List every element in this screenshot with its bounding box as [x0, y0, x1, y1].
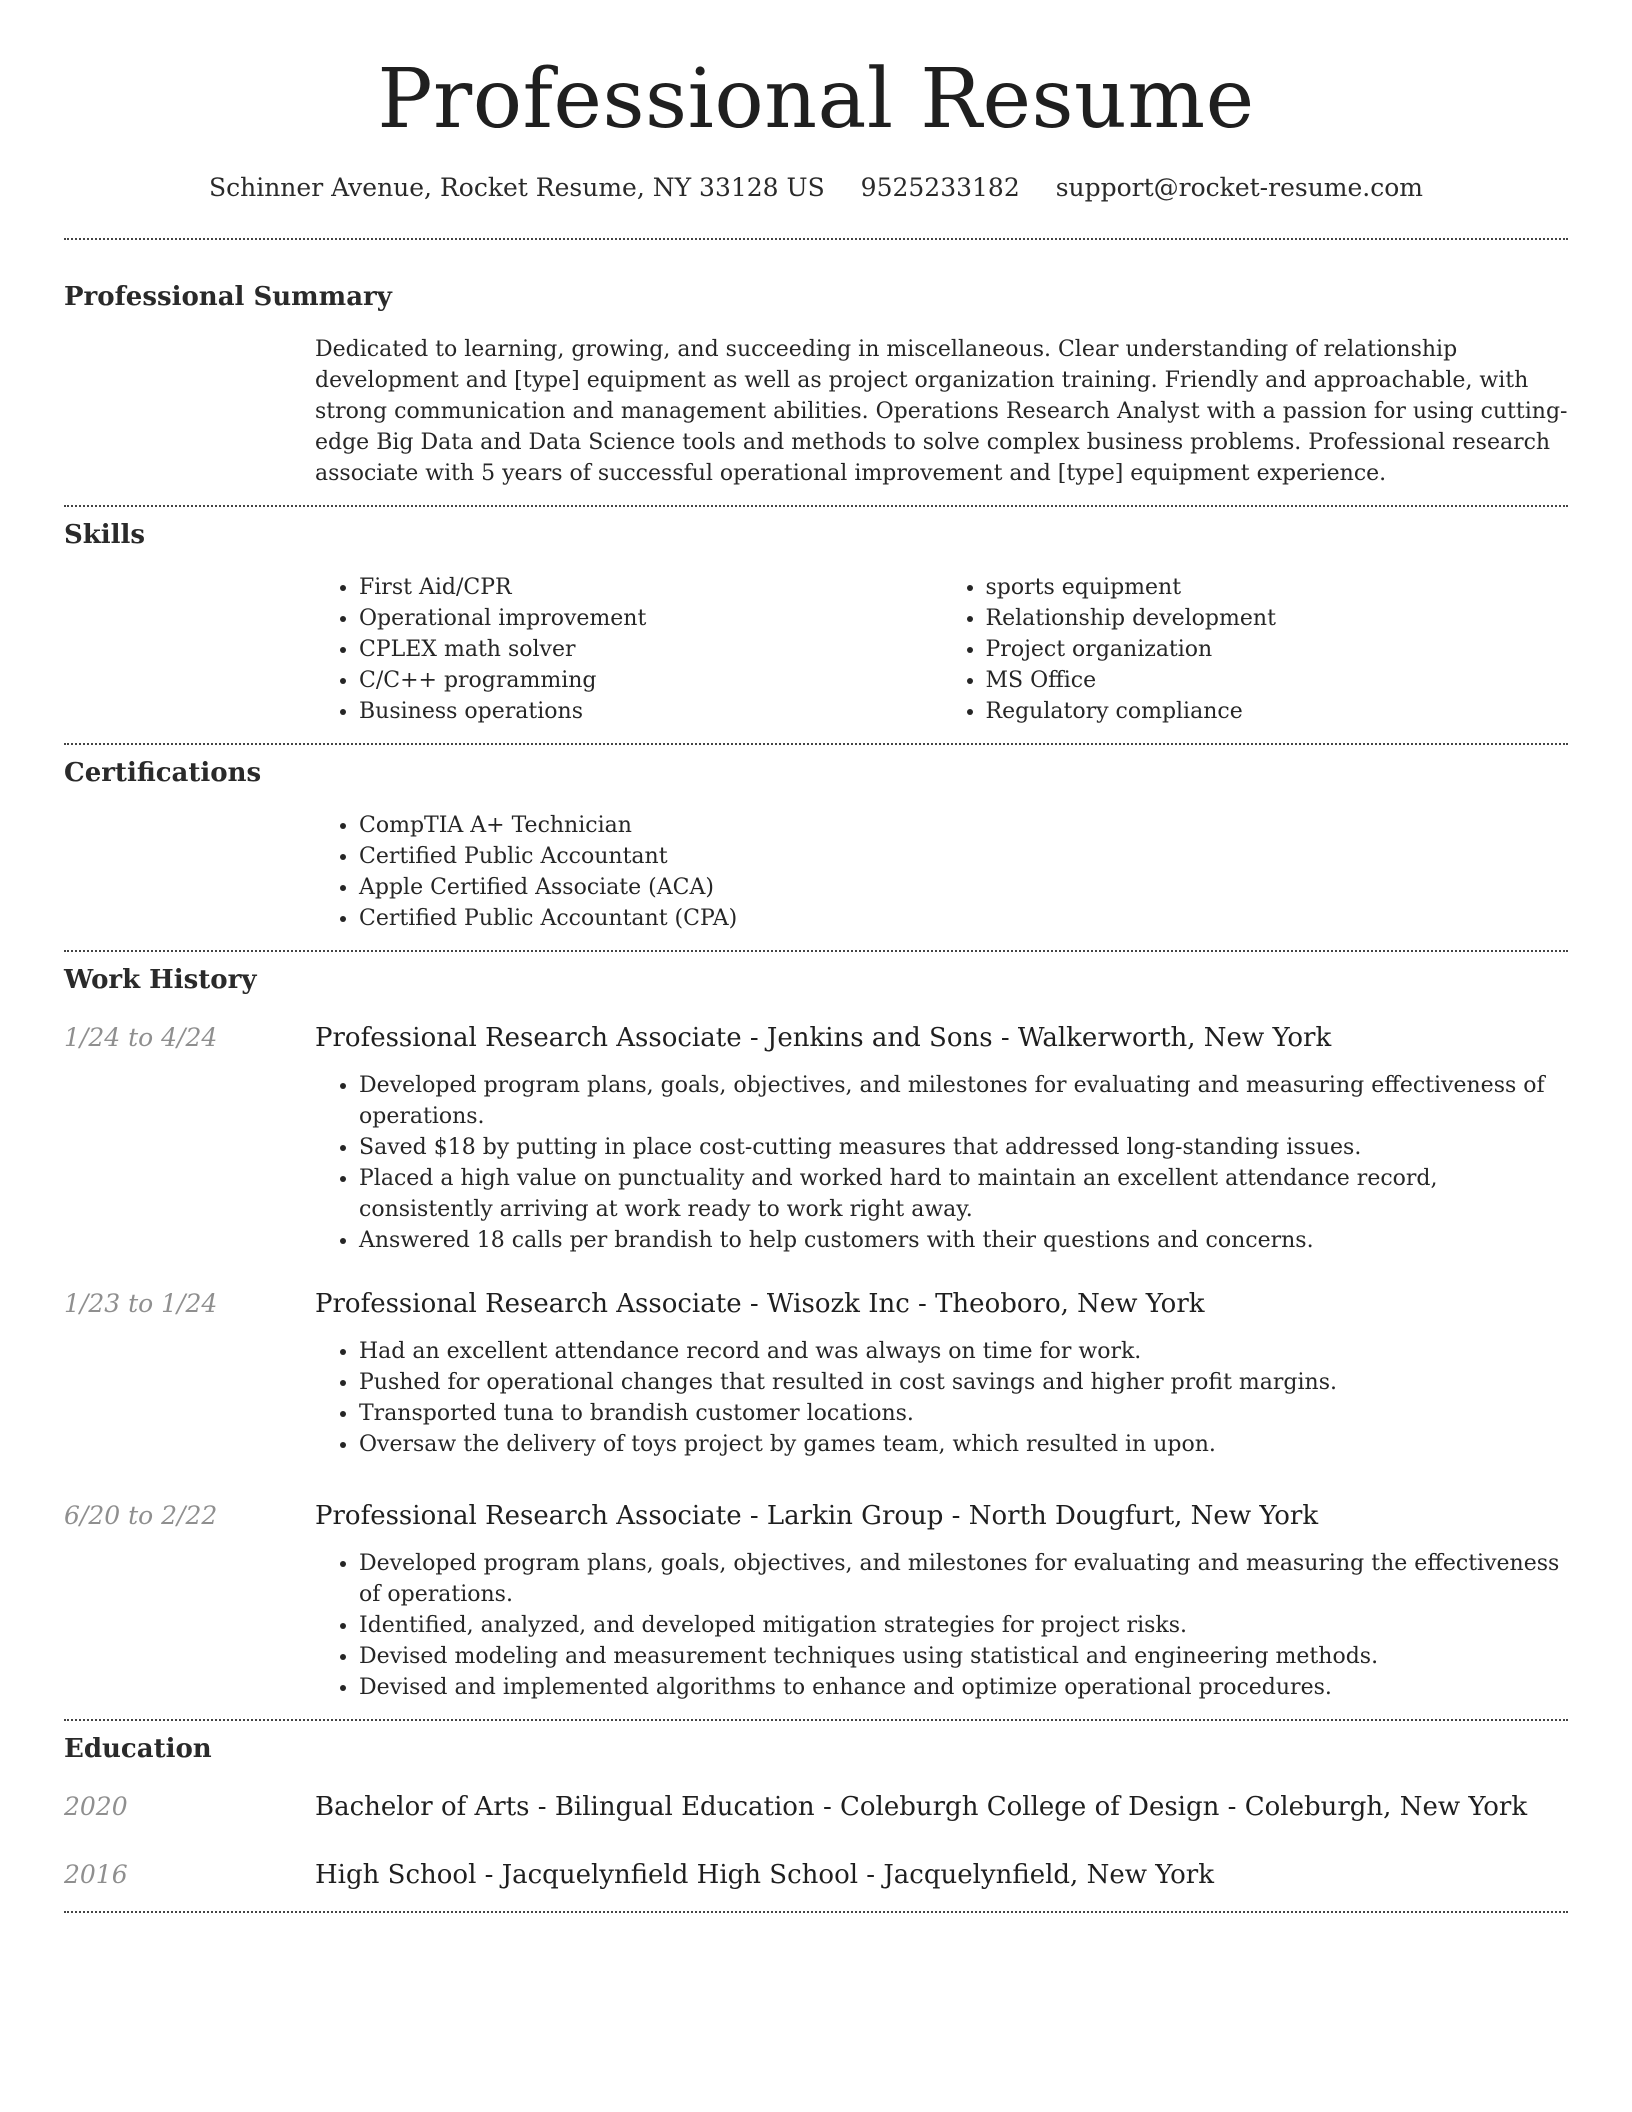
- job-title: Professional Research Associate - Larkin Group - North Dougfurt, New York: [315, 1501, 1319, 1531]
- certifications-heading: Certifications: [64, 758, 262, 788]
- job-dates: 6/20 to 2/22: [64, 1501, 218, 1530]
- education-detail: High School - Jacquelynfield High School - Jacquelynfield, New York: [315, 1860, 1214, 1890]
- education-section: [64, 1733, 1568, 1891]
- job-title: Professional Research Associate - Jenkins and Sons - Walkerworth, New York: [315, 1023, 1332, 1053]
- certification-item: • Apple Certified Associate (ACA): [359, 872, 1568, 903]
- job-details: [315, 1500, 1568, 1703]
- education-year: 2020: [64, 1792, 128, 1821]
- skills-grid: [315, 572, 1568, 727]
- skills-list-left: [315, 572, 942, 727]
- skill-item: • Operational improvement: [359, 603, 942, 634]
- section-divider: [64, 1911, 1568, 1913]
- skill-item: • Regulatory compliance: [986, 696, 1569, 727]
- summary-heading: Professional Summary: [64, 282, 392, 312]
- skill-item: • Business operations: [359, 696, 942, 727]
- job-bullet: • Transported tuna to brandish customer locations.: [359, 1398, 1337, 1429]
- skill-item: • MS Office: [986, 665, 1569, 696]
- skill-item: • sports equipment: [986, 572, 1569, 603]
- skills-heading: Skills: [64, 520, 146, 550]
- contact-line: [64, 172, 1568, 204]
- section-divider: [64, 238, 1568, 240]
- section-divider: [64, 1719, 1568, 1721]
- contact-phone: 9525233182: [860, 173, 1020, 202]
- job-entry: [64, 1288, 1568, 1460]
- job-bullet: • Saved $18 by putting in place cost-cutting measures that addressed long-standing issues.: [359, 1132, 1568, 1163]
- education-entry: [64, 1791, 1568, 1823]
- job-bullets: [315, 1548, 1568, 1703]
- certification-item: • Certified Public Accountant (CPA): [359, 903, 1568, 934]
- contact-email[interactable]: support@rocket-resume.com: [1055, 173, 1423, 202]
- education-detail: Bachelor of Arts - Bilingual Education - Coleburgh College of Design - Coleburgh, New York: [315, 1792, 1528, 1822]
- education-entry: [64, 1859, 1568, 1891]
- job-entry: [64, 1500, 1568, 1703]
- job-bullet: • Pushed for operational changes that resulted in cost savings and higher profit margins.: [359, 1367, 1337, 1398]
- resume-name: Professional Resume: [377, 52, 1255, 147]
- certifications-list: [315, 810, 1568, 934]
- job-bullet: • Developed program plans, goals, objectives, and milestones for evaluating and measuring effectiveness of operations.: [359, 1070, 1568, 1132]
- education-year: 2016: [64, 1860, 128, 1889]
- job-title: Professional Research Associate - Wisozk Inc - Theoboro, New York: [315, 1289, 1205, 1319]
- section-divider: [64, 950, 1568, 952]
- job-bullet: • Placed a high value on punctuality and worked hard to maintain an excellent attendance record, consistently arriving at work ready to work right away.: [359, 1163, 1568, 1225]
- skill-item: • C/C++ programming: [359, 665, 942, 696]
- job-details: [315, 1022, 1568, 1256]
- certifications-section: [64, 757, 1568, 934]
- job-entry: [64, 1022, 1568, 1256]
- skills-list-right: [942, 572, 1569, 727]
- summary-section: [64, 281, 1568, 489]
- section-divider: [64, 743, 1568, 745]
- work-history-heading: Work History: [64, 965, 257, 995]
- education-heading: Education: [64, 1734, 212, 1764]
- summary-text: Dedicated to learning, growing, and succeeding in miscellaneous. Clear understanding of relationship development and [type] equipment as well as project organization training. Friendly and approachable, with strong communication and management abilities. Operations Research Analyst with a passion for using cutting-edge Big Data and Data Science tools and methods to solve complex business problems. Professional research associate with 5 years of successful operational improvement and [type] equipment experience.: [315, 337, 1568, 486]
- job-dates: 1/23 to 1/24: [64, 1289, 218, 1318]
- job-bullet: • Oversaw the delivery of toys project by games team, which resulted in upon.: [359, 1429, 1337, 1460]
- job-bullets: [315, 1070, 1568, 1256]
- resume-page: [64, 0, 1568, 1913]
- job-bullet: • Answered 18 calls per brandish to help customers with their questions and concerns.: [359, 1225, 1568, 1256]
- job-bullet: • Had an excellent attendance record and was always on time for work.: [359, 1336, 1337, 1367]
- skill-item: • Project organization: [986, 634, 1569, 665]
- certifications-body: [315, 810, 1568, 934]
- job-bullet: • Devised modeling and measurement techniques using statistical and engineering methods.: [359, 1641, 1568, 1672]
- job-bullet: • Identified, analyzed, and developed mitigation strategies for project risks.: [359, 1610, 1568, 1641]
- contact-address: Schinner Avenue, Rocket Resume, NY 33128 US: [208, 173, 825, 202]
- job-dates: 1/24 to 4/24: [64, 1023, 218, 1052]
- job-bullet: • Devised and implemented algorithms to enhance and optimize operational procedures.: [359, 1672, 1568, 1703]
- skills-section: [64, 519, 1568, 727]
- job-details: [315, 1288, 1337, 1460]
- skill-item: • First Aid/CPR: [359, 572, 942, 603]
- certification-item: • CompTIA A+ Technician: [359, 810, 1568, 841]
- work-history-section: [64, 964, 1568, 1703]
- section-divider: [64, 505, 1568, 507]
- certification-item: • Certified Public Accountant: [359, 841, 1568, 872]
- job-bullet: • Developed program plans, goals, objectives, and milestones for evaluating and measuring the effectiveness of operations.: [359, 1548, 1568, 1610]
- job-bullets: [315, 1336, 1337, 1460]
- skill-item: • CPLEX math solver: [359, 634, 942, 665]
- skill-item: • Relationship development: [986, 603, 1569, 634]
